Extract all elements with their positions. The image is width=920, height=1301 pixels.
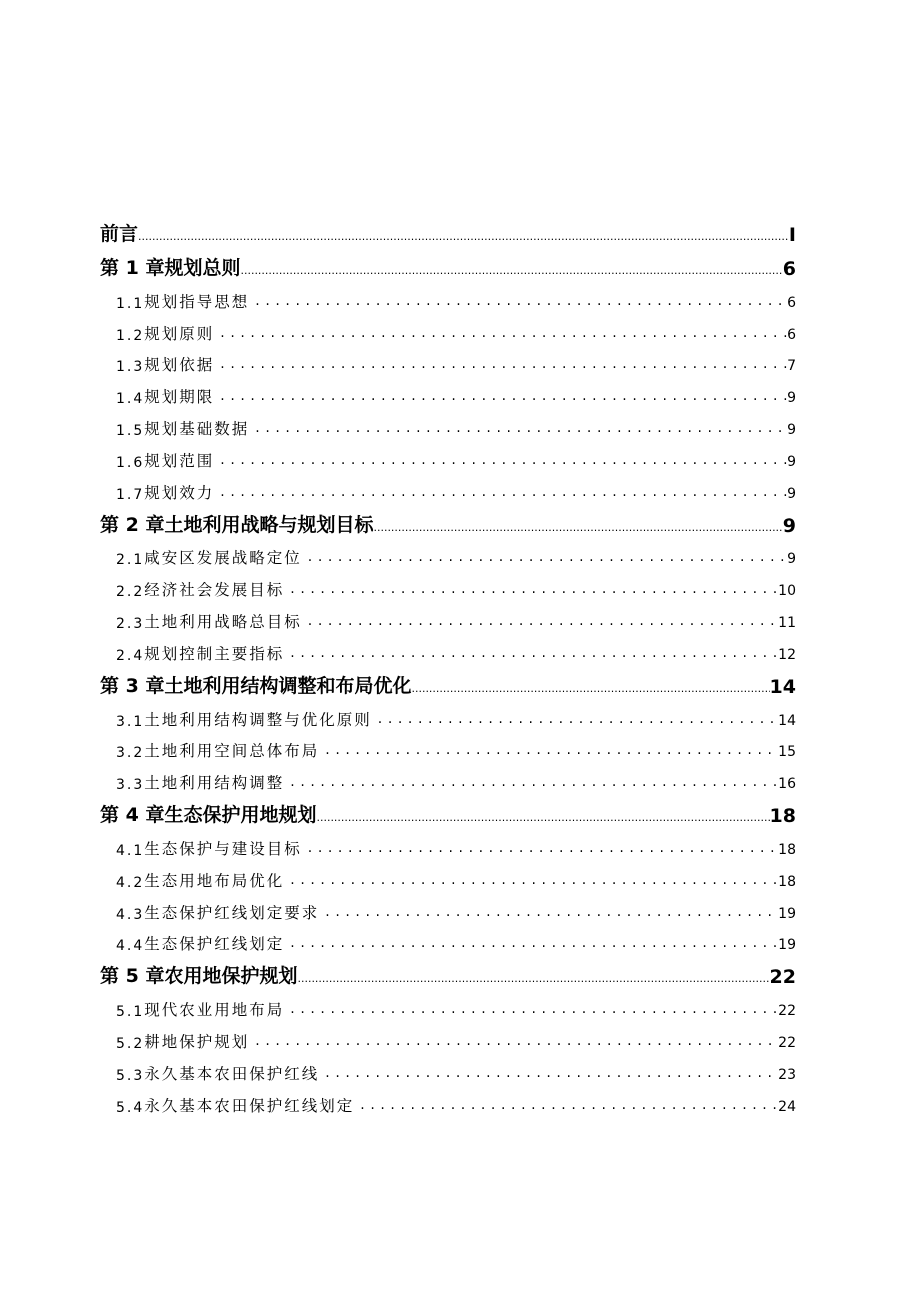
toc-page-number: 7 — [787, 358, 796, 375]
dot-leader — [284, 582, 778, 600]
toc-section-number: 1.4 — [116, 391, 145, 408]
toc-page-number: 18 — [778, 873, 796, 890]
toc-entry-title: 现代农业用地布局 — [144, 1001, 285, 1020]
toc-section-entry[interactable] — [100, 1020, 796, 1052]
toc-section-entry[interactable] — [100, 923, 796, 955]
toc-page-number: 12 — [778, 646, 796, 663]
toc-entry-title: 土地利用结构调整与优化原则 — [144, 710, 372, 729]
toc-page-number: 9 — [787, 421, 796, 438]
dot-leader — [284, 775, 778, 793]
toc-entry-title: 生态用地布局优化 — [144, 871, 285, 890]
toc-chapter-entry[interactable] — [100, 954, 796, 988]
toc-section-number: 5.4 — [116, 1099, 145, 1116]
dot-leader — [284, 936, 778, 954]
toc-entry-title: 规划控制主要指标 — [144, 644, 285, 663]
toc-chapter-entry[interactable] — [100, 793, 796, 827]
toc-section-entry[interactable] — [100, 827, 796, 859]
dot-leader — [249, 1034, 778, 1052]
dot-leader — [316, 812, 769, 827]
dot-leader — [249, 421, 787, 439]
toc-entry-title: 第 3 章土地利用结构调整和布局优化 — [100, 674, 412, 697]
dot-leader — [214, 357, 787, 375]
dot-leader — [214, 453, 787, 471]
toc-entry-title: 生态保护与建设目标 — [144, 839, 302, 858]
toc-chapter-entry[interactable] — [100, 212, 796, 246]
toc-section-number: 4.1 — [116, 842, 145, 859]
dot-leader — [249, 294, 787, 312]
toc-page-number: 14 — [769, 675, 796, 698]
toc-entry-title: 前言 — [100, 223, 139, 245]
toc-chapter-entry[interactable] — [100, 246, 796, 280]
toc-entry-title: 土地利用结构调整 — [144, 774, 285, 793]
toc-section-entry[interactable] — [100, 730, 796, 762]
toc-page-number: 9 — [787, 453, 796, 470]
toc-section-number: 3.1 — [116, 713, 145, 730]
toc-entry-title: 规划基础数据 — [144, 419, 250, 438]
toc-entry-title: 土地利用战略总目标 — [144, 612, 302, 631]
toc-section-number: 2.1 — [116, 552, 145, 569]
toc-page-number: I — [788, 224, 796, 246]
toc-entry-title: 规划期限 — [144, 388, 215, 407]
toc-page-number: 23 — [778, 1066, 796, 1083]
toc-entry-title: 经济社会发展目标 — [144, 581, 285, 600]
dot-leader — [319, 743, 778, 761]
toc-entry-title: 耕地保护规划 — [144, 1032, 250, 1051]
dot-leader — [214, 389, 787, 407]
toc-section-number: 2.2 — [116, 584, 145, 601]
toc-page-number: 11 — [778, 614, 796, 631]
toc-page-number: 24 — [778, 1098, 796, 1115]
toc-section-number: 4.4 — [116, 938, 145, 955]
toc-page-number: 6 — [787, 294, 796, 311]
toc-section-entry[interactable] — [100, 859, 796, 891]
dot-leader — [373, 522, 782, 537]
toc-page-number: 22 — [778, 1003, 796, 1020]
toc-section-number: 4.3 — [116, 906, 145, 923]
toc-section-number: 5.1 — [116, 1004, 145, 1021]
toc-section-number: 5.2 — [116, 1035, 145, 1052]
toc-section-entry[interactable] — [100, 600, 796, 632]
toc-section-number: 1.5 — [116, 422, 145, 439]
toc-section-entry[interactable] — [100, 471, 796, 503]
toc-page-number: 9 — [787, 485, 796, 502]
toc-section-entry[interactable] — [100, 891, 796, 923]
toc-page-number: 18 — [769, 805, 796, 828]
toc-page-number: 6 — [787, 326, 796, 343]
toc-page-number: 18 — [778, 841, 796, 858]
toc-entry-title: 第 1 章规划总则 — [100, 257, 241, 279]
toc-section-number: 2.4 — [116, 647, 145, 664]
dot-leader — [302, 614, 778, 632]
toc-section-number: 1.2 — [116, 327, 145, 344]
toc-entry-title: 规划范围 — [144, 451, 215, 470]
toc-page-number: 19 — [778, 937, 796, 954]
toc-section-number: 5.3 — [116, 1067, 145, 1084]
dot-leader — [297, 973, 769, 988]
toc-section-entry[interactable] — [100, 988, 796, 1020]
toc-section-number: 3.2 — [116, 745, 145, 762]
toc-page-number: 19 — [778, 905, 796, 922]
table-of-contents — [100, 212, 796, 1116]
toc-page-number: 14 — [778, 712, 796, 729]
dot-leader — [372, 712, 778, 730]
toc-page-number: 22 — [778, 1034, 796, 1051]
toc-entry-title: 生态保护红线划定要求 — [144, 903, 320, 922]
dot-leader — [284, 646, 778, 664]
toc-chapter-entry[interactable] — [100, 664, 796, 698]
toc-page-number: 15 — [778, 744, 796, 761]
toc-page-number: 6 — [782, 258, 796, 280]
dot-leader — [319, 905, 778, 923]
toc-page-number: 9 — [782, 514, 796, 537]
toc-entry-title: 规划效力 — [144, 483, 215, 502]
dot-leader — [214, 485, 787, 503]
toc-section-entry[interactable] — [100, 632, 796, 664]
toc-section-entry[interactable] — [100, 698, 796, 730]
toc-section-number: 1.1 — [116, 295, 145, 312]
toc-entry-title: 规划指导思想 — [144, 292, 250, 311]
toc-page-number: 16 — [778, 776, 796, 793]
toc-section-entry[interactable] — [100, 375, 796, 407]
toc-entry-title: 规划原则 — [144, 324, 215, 343]
dot-leader — [284, 1002, 778, 1020]
dot-leader — [240, 265, 782, 280]
dot-leader — [214, 326, 787, 344]
toc-chapter-entry[interactable] — [100, 503, 796, 537]
toc-section-entry[interactable] — [100, 344, 796, 376]
toc-section-number: 1.3 — [116, 359, 145, 376]
toc-entry-title: 第 5 章农用地保护规划 — [100, 965, 298, 988]
toc-section-number: 1.7 — [116, 486, 145, 503]
toc-entry-title: 永久基本农田保护红线 — [144, 1064, 320, 1083]
dot-leader — [302, 841, 778, 859]
toc-page-number: 9 — [787, 551, 796, 568]
toc-section-entry[interactable] — [100, 568, 796, 600]
toc-page-number: 10 — [778, 583, 796, 600]
toc-section-number: 2.3 — [116, 615, 145, 632]
toc-section-entry[interactable] — [100, 439, 796, 471]
toc-section-entry[interactable] — [100, 407, 796, 439]
toc-entry-title: 咸安区发展战略定位 — [144, 549, 302, 568]
dot-leader — [284, 873, 778, 891]
dot-leader — [302, 550, 787, 568]
dot-leader — [354, 1098, 778, 1116]
toc-section-number: 4.2 — [116, 874, 145, 891]
toc-section-entry[interactable] — [100, 280, 796, 312]
toc-entry-title: 第 4 章生态保护用地规划 — [100, 804, 317, 827]
toc-section-entry[interactable] — [100, 1084, 796, 1116]
toc-entry-title: 永久基本农田保护红线划定 — [144, 1096, 355, 1115]
toc-section-number: 1.6 — [116, 454, 145, 471]
toc-page-number: 22 — [769, 966, 796, 989]
toc-section-entry[interactable] — [100, 761, 796, 793]
toc-entry-title: 第 2 章土地利用战略与规划目标 — [100, 513, 374, 536]
toc-page-number: 9 — [787, 390, 796, 407]
dot-leader — [138, 231, 789, 246]
dot-leader — [411, 683, 769, 698]
toc-section-entry[interactable] — [100, 1052, 796, 1084]
toc-entry-title: 规划依据 — [144, 356, 215, 375]
dot-leader — [319, 1066, 778, 1084]
toc-section-entry[interactable] — [100, 537, 796, 569]
toc-entry-title: 生态保护红线划定 — [144, 935, 285, 954]
toc-entry-title: 土地利用空间总体布局 — [144, 742, 320, 761]
toc-section-number: 3.3 — [116, 777, 145, 794]
toc-section-entry[interactable] — [100, 312, 796, 344]
